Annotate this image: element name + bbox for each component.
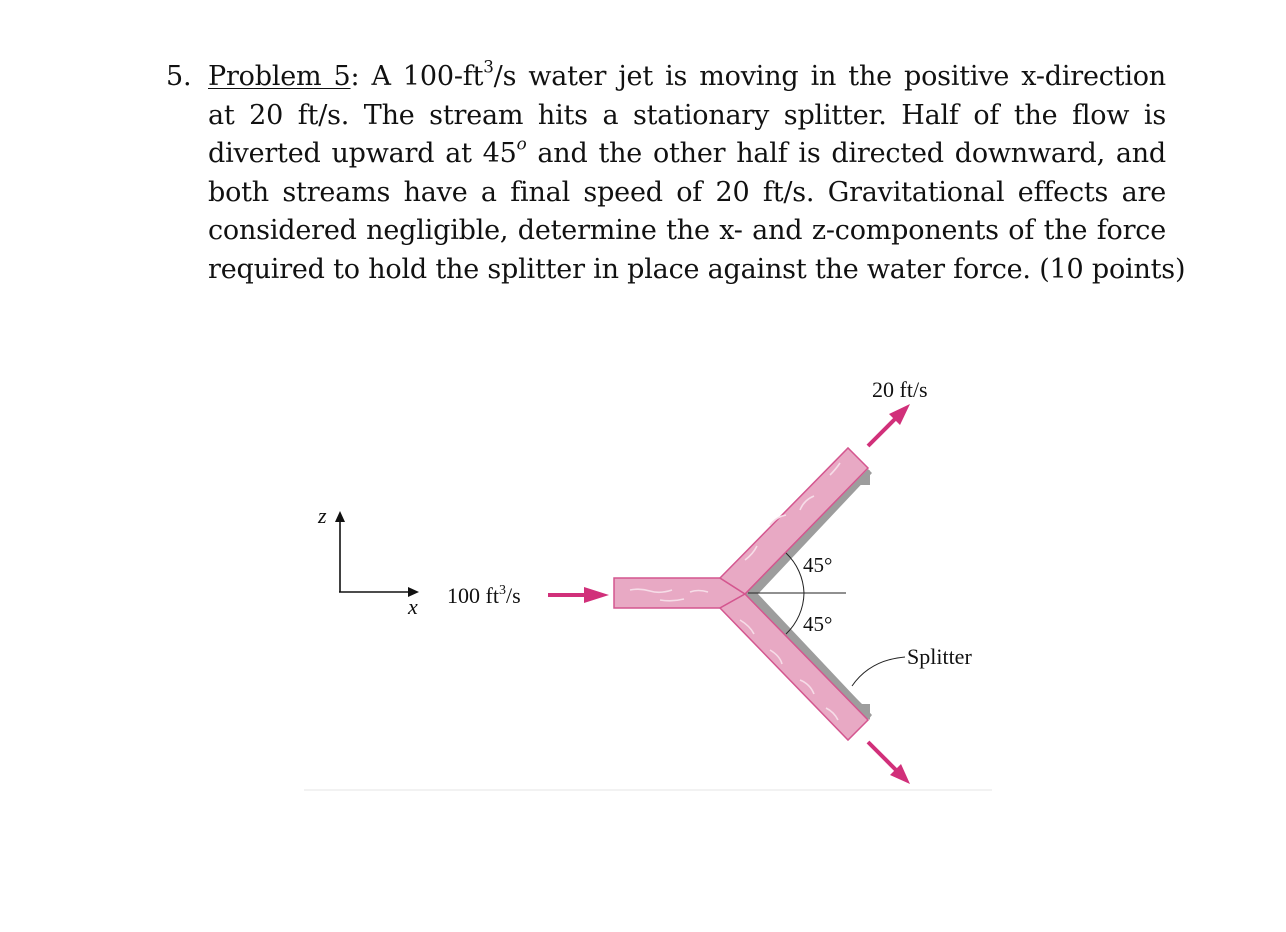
splitter-leader-line [852,657,905,686]
angle-label-lower: 45° [803,612,833,636]
problem-title: Problem 5 [208,61,351,92]
problem-line-2: at 20 ft/s. The stream hits a stationary splitter. Half of the flow is [208,99,1166,131]
problem-line-6: required to hold the splitter in place against the water force. (10 points) [208,253,1186,285]
problem-number: 5. [166,61,192,92]
z-axis-arrowhead [335,511,345,522]
inlet-flow-sup: 3 [498,583,506,598]
water-jet [614,448,868,740]
coordinate-axes [317,503,419,619]
angle-label-upper: 45° [803,553,833,577]
jet-inlet [614,578,745,608]
problem-text-1b: /s water jet is moving in the positive x-direction [493,61,1166,92]
z-axis-label: z [318,503,327,528]
problem-line-5: considered negligible, determine the x- and z-components of the force [208,215,1166,246]
problem-line-1: Problem 5: A $100-ft^3/s$ water jet is moving in the positive x-direction [208,56,1166,92]
splitter-label: Splitter [907,644,972,669]
problem-text-3b: and the other half is directed downward, and [526,138,1167,169]
x-axis-label: x [408,594,418,619]
superscript-3: 3 [483,56,494,77]
inlet-arrow [548,587,609,603]
problem-line-4: both streams have a final speed of 20 ft/s. Gravitational effects are [208,176,1166,208]
outlet-arrow-lower [868,742,910,784]
superscript-degree: o [516,133,527,154]
inlet-flow-label [447,583,521,608]
outlet-speed-label: 20 ft/s [872,377,928,402]
jet-lower-branch [720,594,868,740]
jet-upper-branch [720,448,868,594]
inlet-flow-unit: /s [505,583,521,608]
problem-text-1a: A 100-ft [371,61,484,92]
inlet-flow-value: 100 ft [447,583,499,608]
problem-text-3a: diverted upward at 45 [208,138,517,169]
outlet-arrow-upper [868,404,910,446]
